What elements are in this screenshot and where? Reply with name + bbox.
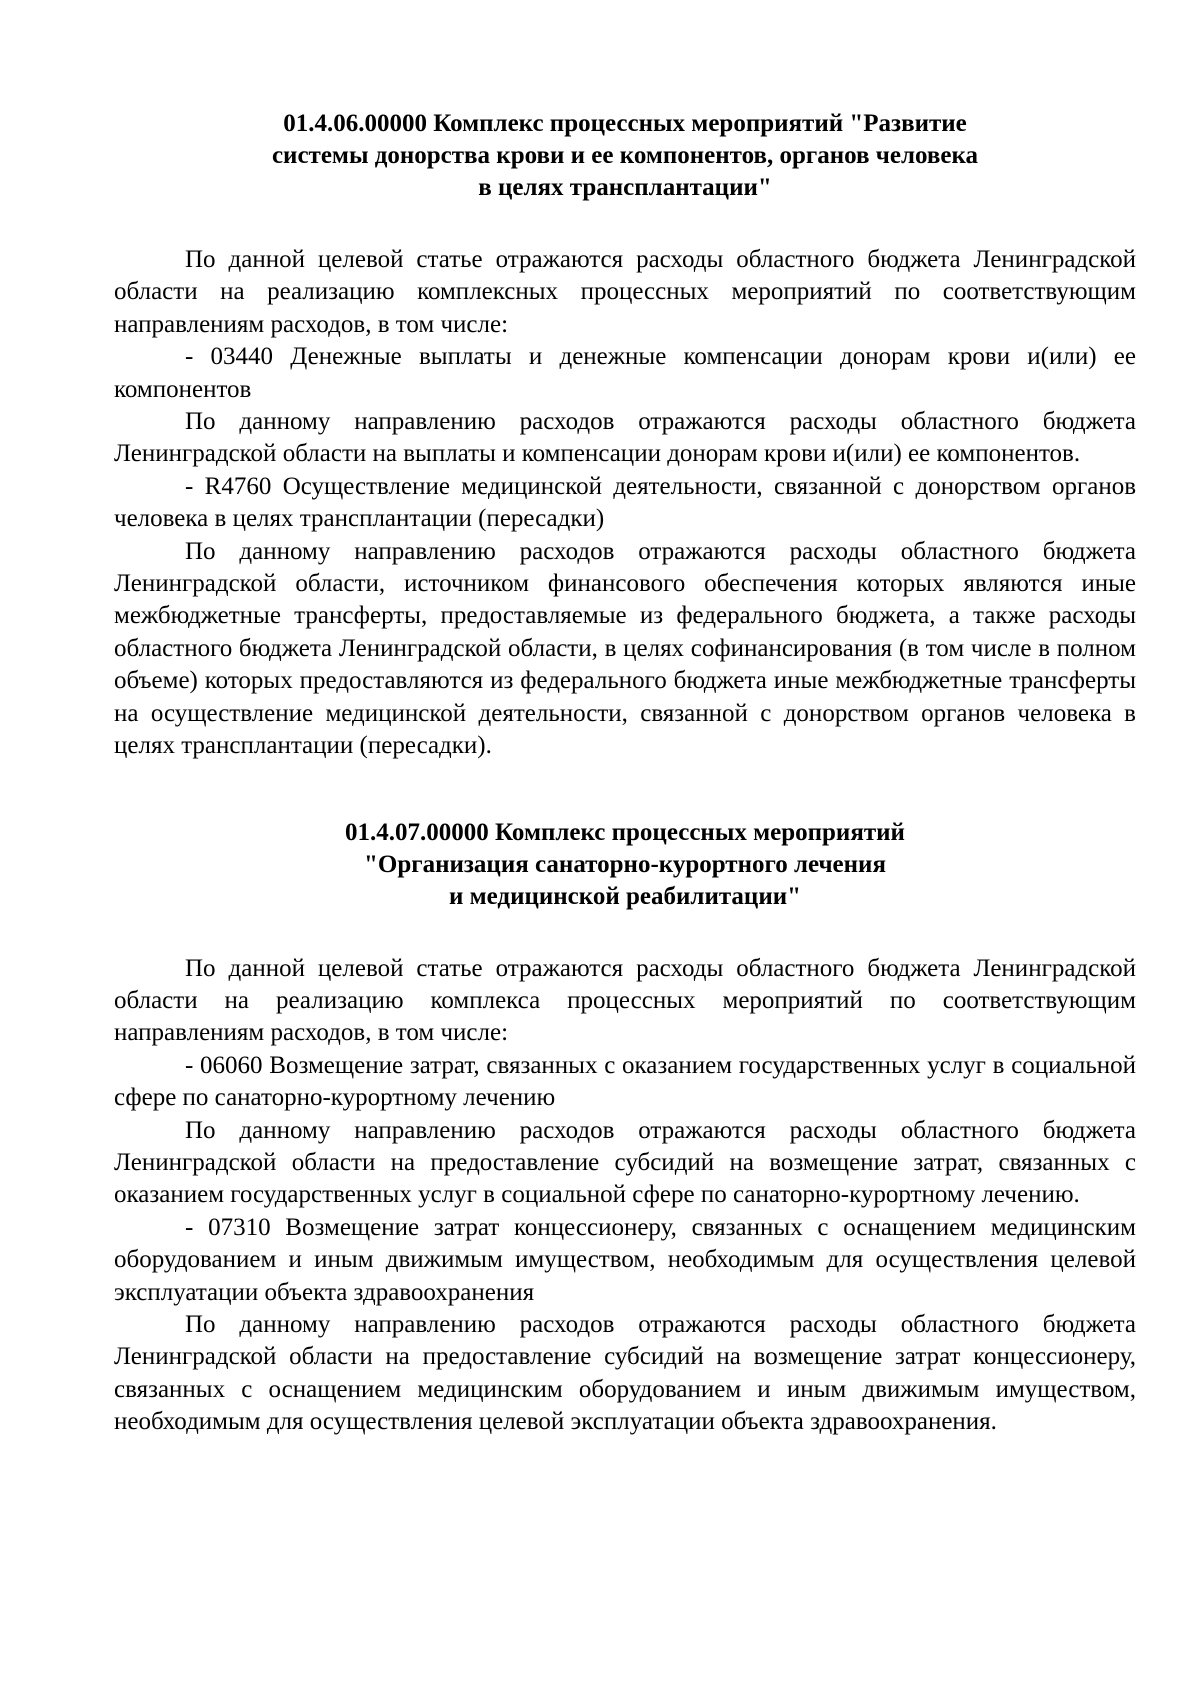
section-body xyxy=(114,244,1136,763)
section-body xyxy=(114,953,1136,1439)
expense-description: По данному направлению расходов отражаются расходы областного бюджета Ленинградской области на предоставление субсидий на возмещение затрат, связанных с оказанием государственных услуг в социальной сфере по санаторно-курортному лечению. xyxy=(114,1116,1136,1209)
expense-item-06060: - 06060 Возмещение затрат, связанных с оказанием государственных услуг в социальной сфере по санаторно-курортному лечению xyxy=(114,1051,1136,1112)
section-title-line: и медицинской реабилитации" xyxy=(448,882,802,910)
expense-description: По данному направлению расходов отражаются расходы областного бюджета Ленинградской области на предоставление субсидий на возмещение затрат концессионеру, связанных с оснащением медицинским оборудованием и иным движимым имуществом, необходимым для осуществления целевой эксплуатации объекта здравоохранения. xyxy=(114,1310,1136,1436)
document-page xyxy=(114,108,1136,1439)
expense-item-03440: - 03440 Денежные выплаты и денежные компенсации донорам крови и(или) ее компонентов xyxy=(114,343,1136,403)
section-title-line: 01.4.06.00000 Комплекс процессных мероприятий "Развитие xyxy=(283,110,967,137)
section-01-4-07 xyxy=(114,817,1136,1439)
expense-item-r4760: - R4760 Осуществление медицинской деятельности, связанной с донорством органов человека в целях трансплантации (пересадки) xyxy=(114,472,1136,533)
section-title-line: в целях трансплантации" xyxy=(478,174,772,201)
intro-paragraph: По данной целевой статье отражаются расходы областного бюджета Ленинградской области на реализацию комплексных процессных мероприятий по соответствующим направлениям расходов, в том числе: xyxy=(114,246,1136,338)
section-title-line: 01.4.07.00000 Комплекс процессных мероприятий xyxy=(345,818,905,846)
section-title-line: "Организация санаторно-курортного лечения xyxy=(364,850,886,878)
expense-description: По данному направлению расходов отражаются расходы областного бюджета Ленинградской области на выплаты и компенсации донорам крови и(или) ее компонентов. xyxy=(114,408,1136,468)
section-title xyxy=(114,817,1136,913)
expense-description: По данному направлению расходов отражаются расходы областного бюджета Ленинградской области, источником финансового обеспечения которых являются иные межбюджетные трансферты, предоставляемые из федерального бюджета, а также расходы областного бюджета Ленинградской области, в целях софинансирования (в том числе в полном объеме) которых предоставляются из федерального бюджета иные межбюджетные трансферты на осуществление медицинской деятельности, связанной с донорством органов человека в целях трансплантации (пересадки). xyxy=(114,537,1136,760)
intro-paragraph: По данной целевой статье отражаются расходы областного бюджета Ленинградской области на реализацию комплекса процессных мероприятий по соответствующим направлениям расходов, в том числе: xyxy=(114,954,1136,1047)
section-title xyxy=(114,108,1136,204)
section-01-4-06 xyxy=(114,108,1136,763)
section-title-line: системы донорства крови и ее компонентов, органов человека xyxy=(271,142,979,169)
expense-item-07310: - 07310 Возмещение затрат концессионеру, связанных с оснащением медицинским оборудованием и иным движимым имуществом, необходимым для осуществления целевой эксплуатации объекта здравоохранения xyxy=(114,1213,1136,1306)
